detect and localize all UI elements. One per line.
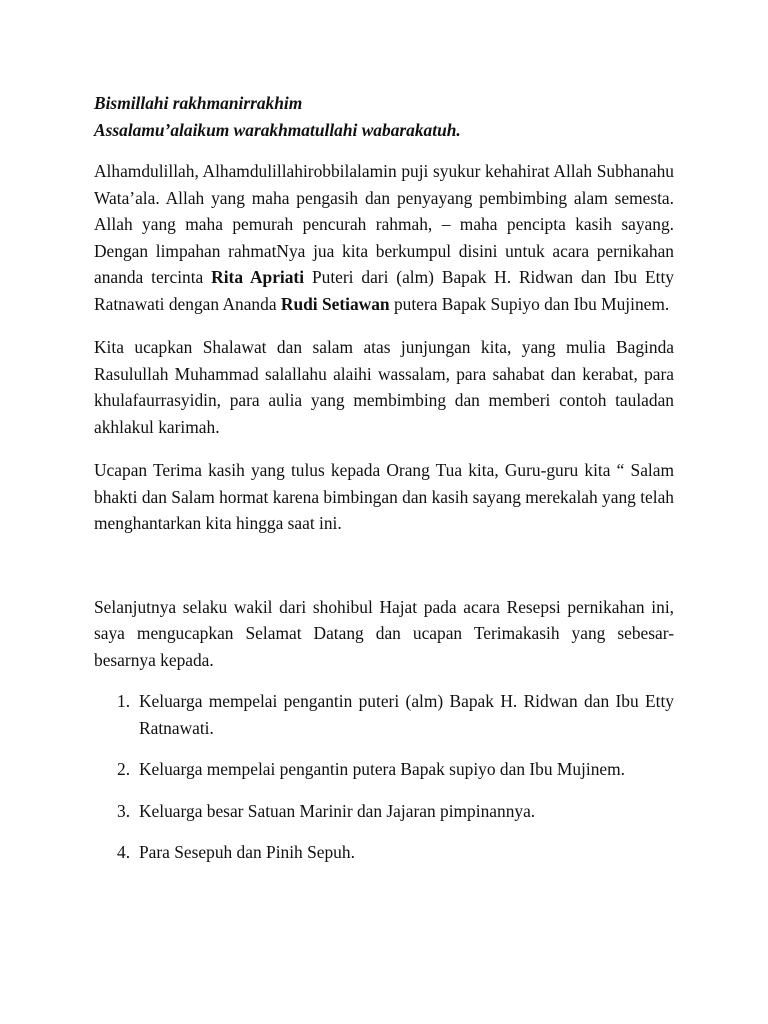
list-item-text: Keluarga mempelai pengantin puteri (alm) Bapak H. Ridwan dan Ibu Etty Ratnawati. [139,691,674,738]
list-item [94,756,674,783]
paragraph-welcome: Selanjutnya selaku wakil dari shohibul Hajat pada acara Resepsi pernikahan ini, saya mengucapkan Selamat Datang dan ucapan Terimakasih yang sebesar-besarnya kepada. [94,596,674,670]
list-number: 3. [117,800,131,821]
groom-name: Rudi Setiawan [280,293,390,314]
list-item [94,798,674,825]
greeting-line-basmalah: Bismillahi rakhmanirrakhim [94,93,303,113]
list-item-text: Keluarga mempelai pengantin putera Bapak supiyo dan Ibu Mujinem. [139,759,626,779]
document-body [94,90,674,866]
list-number: 2. [117,759,131,779]
paragraph-text: Alhamdulillah, Alhamdulillahirobbilalamin puji syukur kehahirat Allah Subhanahu Wata’ala. Allah yang maha pengasih dan penyayang pembimbing alam semesta. Allah yang maha pemurah pencurah rahmah, – maha pencipta kasih sayang. Dengan limpahan rahmatNya jua kita berkumpul disini untuk acara pernikahan ananda tercinta [94,161,674,287]
list-item-text: Para Sesepuh dan Pinih Sepuh. [139,842,355,862]
list-number: 1. [117,691,131,711]
opening-greeting [94,90,674,143]
paragraph-thanks: Ucapan Terima kasih yang tulus kepada Orang Tua kita, Guru-guru kita “ Salam bhakti dan Salam hormat karena bimbingan dan kasih sayang merekalah yang telah menghantarkan kita hingga saat ini. [94,460,674,533]
welcome-list [94,688,674,866]
list-item-text: Keluarga besar Satuan Marinir dan Jajaran pimpinannya. [139,800,536,821]
greeting-line-salam: Assalamu’alaikum warakhmatullahi wabarakatuh. [94,119,461,140]
list-item [94,688,674,741]
list-number: 4. [117,842,131,862]
paragraph-text: putera Bapak Supiyo dan Ibu Mujinem. [389,293,670,314]
paragraph-shalawat: Kita ucapkan Shalawat dan salam atas junjungan kita, yang mulia Baginda Rasulullah Muhammad salallahu alaihi wassalam, para sahabat dan kerabat, para khulafaurrasyidin, para aulia yang membimbing dan memberi contoh tauladan akhlakul karimah. [94,337,674,437]
paragraph-text: Puteri dari (alm) Bapak H. Ridwan dan Ibu Etty Ratnawati dengan Ananda [94,267,674,314]
paragraph-opening-praise [94,158,674,317]
bride-name: Rita Apriati [211,267,305,287]
list-item [94,839,674,866]
